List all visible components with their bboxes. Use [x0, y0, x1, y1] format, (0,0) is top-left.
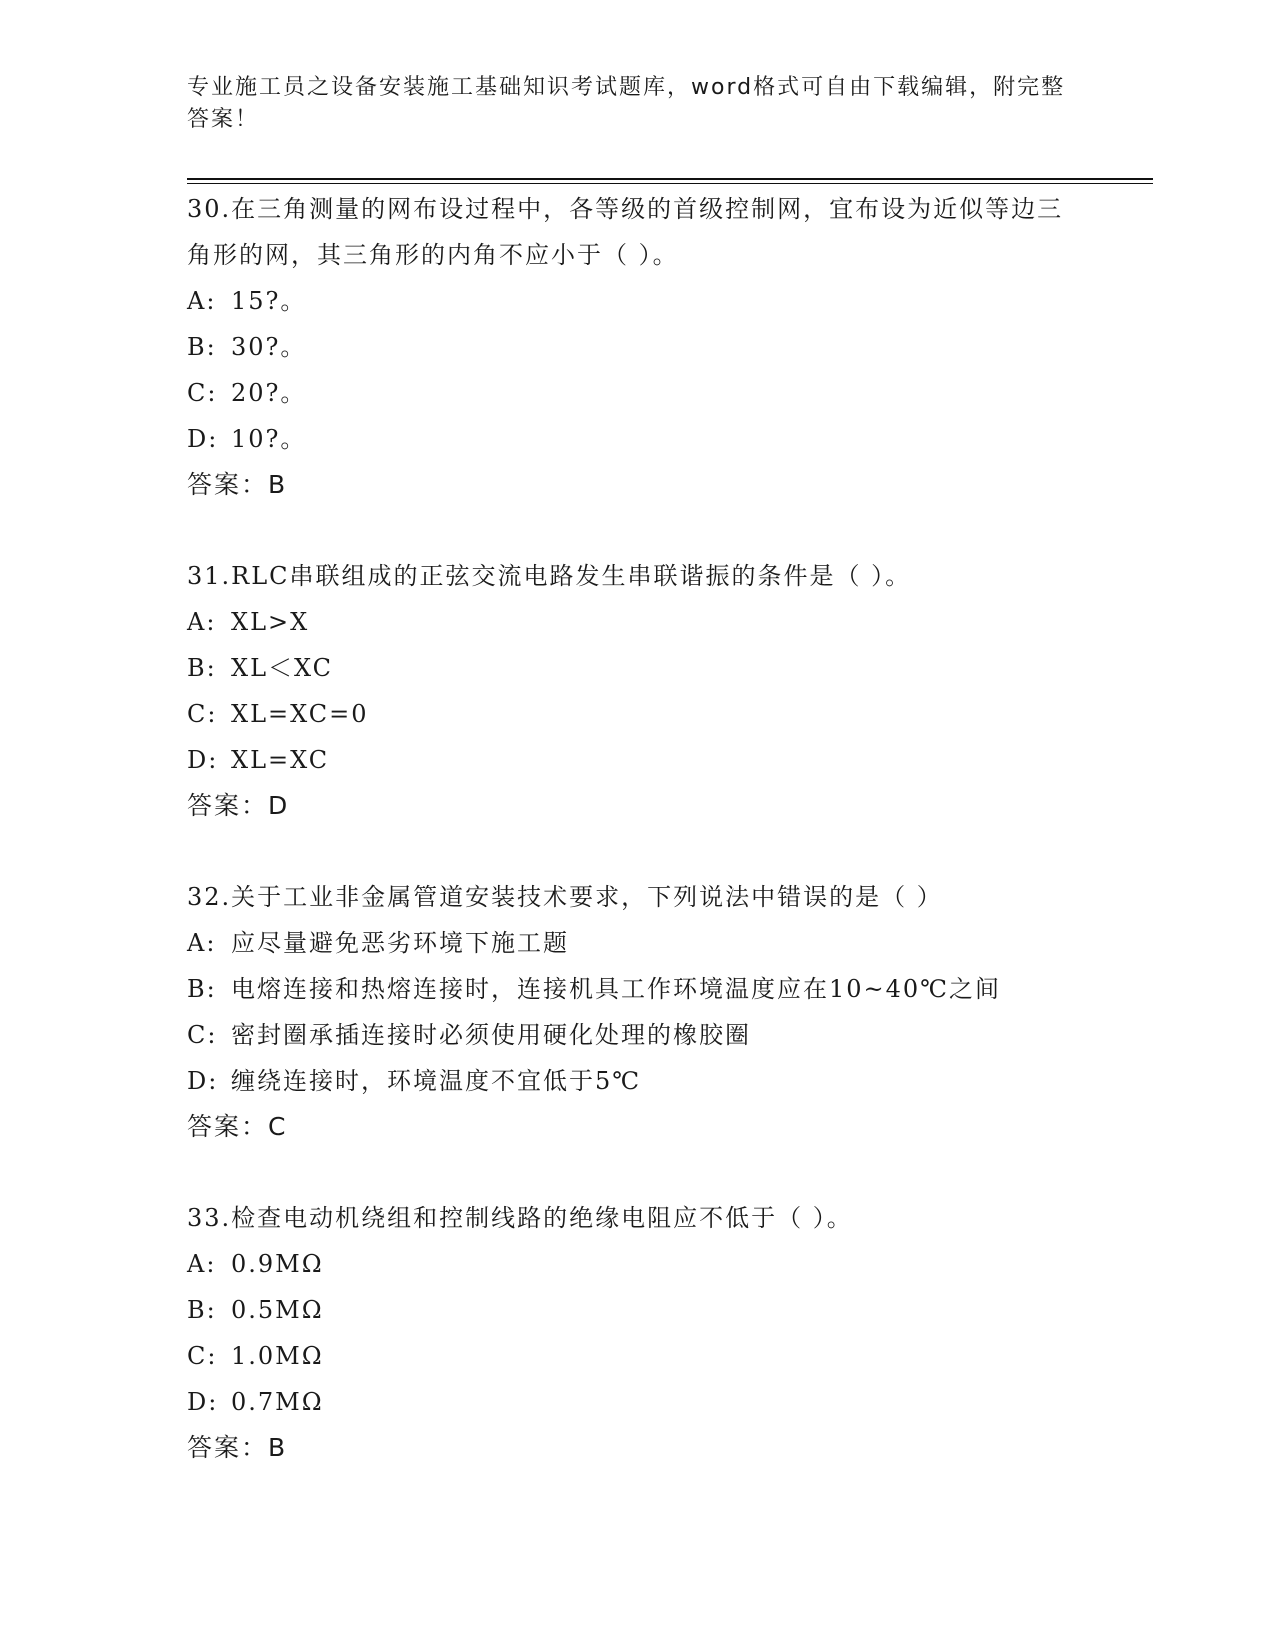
option-letter: D: — [187, 425, 219, 453]
option-b — [187, 324, 1087, 370]
option-letter: C: — [187, 1021, 218, 1049]
option-letter: B: — [187, 333, 217, 361]
option-b — [187, 1287, 1087, 1333]
option-letter: D: — [187, 1067, 219, 1095]
option-letter: C: — [187, 700, 218, 728]
option-c — [187, 1012, 1087, 1058]
option-text: XL=XC=0 — [231, 700, 369, 728]
option-text: 10?。 — [231, 425, 307, 453]
document-header: 专业施工员之设备安装施工基础知识考试题库，word格式可自由下载编辑，附完整答案！ — [187, 75, 1066, 132]
question-stem: 32.关于工业非金属管道安装技术要求，下列说法中错误的是（ ） — [187, 883, 943, 911]
option-text: XL>X — [231, 608, 310, 636]
option-text: 15?。 — [231, 287, 307, 315]
answer-line: 答案：C — [187, 1112, 288, 1141]
option-text: 30?。 — [231, 333, 307, 361]
option-b — [187, 966, 1087, 1012]
option-text: 电熔连接和热熔连接时，连接机具工作环境温度应在10~40℃之间 — [231, 975, 1002, 1003]
option-d — [187, 1379, 1087, 1425]
option-letter: A: — [187, 287, 217, 315]
option-d — [187, 737, 1087, 783]
answer-line: 答案：B — [187, 1433, 288, 1462]
answer-line: 答案：B — [187, 470, 288, 499]
option-d — [187, 416, 1087, 462]
option-a — [187, 920, 1087, 966]
option-text: XL＜XC — [231, 654, 334, 682]
option-text: 0.7MΩ — [231, 1388, 324, 1416]
option-letter: C: — [187, 1342, 218, 1370]
question-32 — [187, 874, 1087, 1150]
option-text: 20?。 — [231, 379, 307, 407]
question-stem: 30.在三角测量的网布设过程中，各等级的首级控制网，宜布设为近似等边三角形的网，其三角形的内角不应小于（ ）。 — [187, 195, 1064, 269]
question-31 — [187, 553, 1087, 829]
option-letter: A: — [187, 1250, 217, 1278]
option-letter: A: — [187, 929, 217, 957]
option-text: 0.9MΩ — [231, 1250, 324, 1278]
option-letter: A: — [187, 608, 217, 636]
option-letter: B: — [187, 975, 217, 1003]
option-c — [187, 691, 1087, 737]
option-text: 0.5MΩ — [231, 1296, 324, 1324]
option-letter: D: — [187, 1388, 219, 1416]
question-30 — [187, 186, 1087, 508]
question-stem: 33.检查电动机绕组和控制线路的绝缘电阻应不低于（ ）。 — [187, 1204, 853, 1232]
option-text: 1.0MΩ — [231, 1342, 324, 1370]
option-b — [187, 645, 1087, 691]
option-letter: C: — [187, 379, 218, 407]
header-rule-thin — [187, 183, 1153, 184]
option-c — [187, 370, 1087, 416]
option-a — [187, 599, 1087, 645]
option-text: 密封圈承插连接时必须使用硬化处理的橡胶圈 — [231, 1021, 751, 1049]
option-c — [187, 1333, 1087, 1379]
option-a — [187, 1241, 1087, 1287]
option-letter: B: — [187, 1296, 217, 1324]
option-a — [187, 278, 1087, 324]
option-d — [187, 1058, 1087, 1104]
question-33 — [187, 1195, 1087, 1471]
option-letter: B: — [187, 654, 217, 682]
option-letter: D: — [187, 746, 219, 774]
option-text: XL=XC — [231, 746, 330, 774]
answer-line: 答案：D — [187, 791, 290, 820]
question-stem: 31.RLC串联组成的正弦交流电路发生串联谐振的条件是（ ）。 — [187, 562, 912, 590]
header-rule-thick — [187, 178, 1153, 180]
option-text: 应尽量避免恶劣环境下施工题 — [231, 929, 569, 957]
option-text: 缠绕连接时，环境温度不宜低于5℃ — [231, 1067, 642, 1095]
